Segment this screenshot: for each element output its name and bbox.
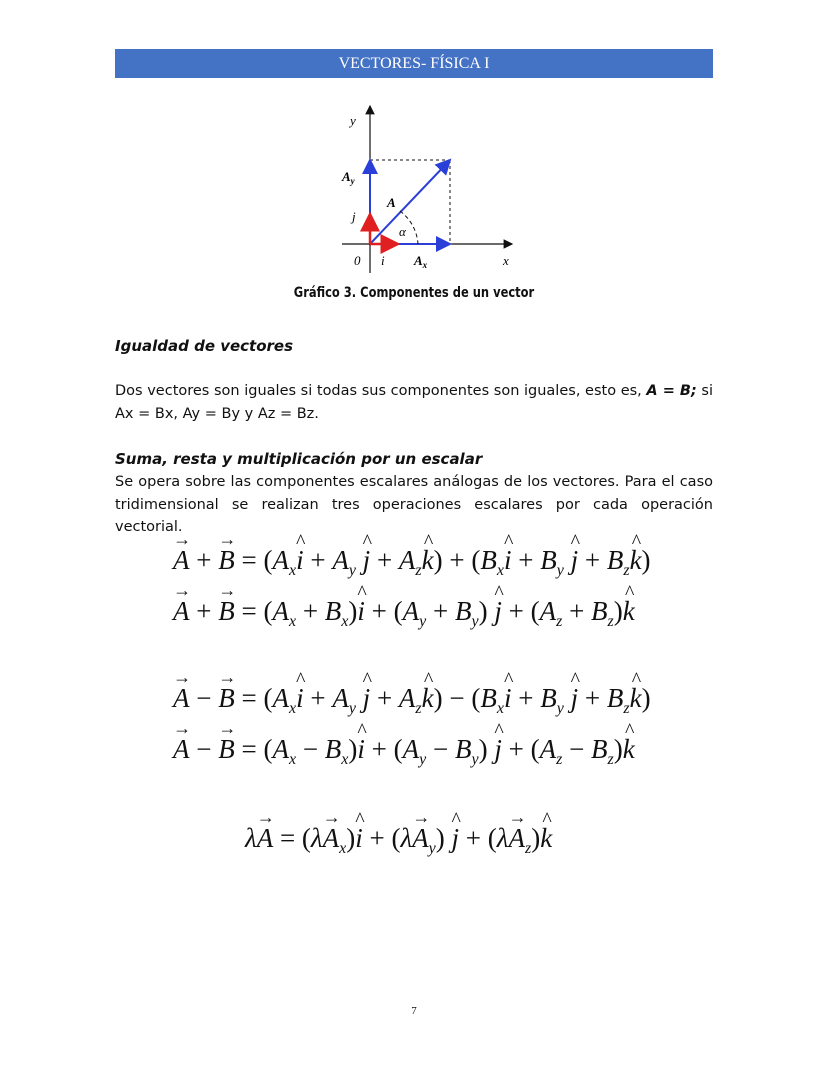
- equality-text-suffix: si Ax = Bx, Ay = By y Az = Bz.: [115, 383, 713, 422]
- equation-difference-expanded: → A − → $B = (A_x\^{}$ $i + A_y$ ^ $j + A_z\^{}$ $k) - (B_x\^{}$ $i + B_y$ ^ $j + B_z\^{}$ k): [173, 683, 828, 714]
- label-alpha: α: [399, 224, 406, 239]
- page-header: [115, 49, 713, 78]
- label-x: x: [503, 253, 509, 268]
- section-heading-operations: Suma, resta y multiplicación por un escalar: [115, 450, 483, 468]
- label-ay: $A_y$: [342, 169, 355, 186]
- equation-sum-grouped: → A + → $B = (A_x$ + $B_x)\^{}$ $i + (A_y + B_y)$ ^ $j + (A_z$ + $B_z)\^{}$ k: [173, 596, 828, 627]
- label-ax: $A_x$: [414, 253, 428, 270]
- label-y: y: [350, 113, 356, 128]
- label-origin: 0: [354, 253, 361, 268]
- equality-text-bold: A = B;: [646, 383, 697, 399]
- equation-sum-expanded: → A + → $B = (A_x\^{}$ $i + A_y$ ^ $j + A_z\^{}$ $k) + (B_x\^{}$ $i + B_y$ ^ $j + B_z\^{}$ k): [173, 545, 828, 576]
- label-j: j: [352, 209, 356, 224]
- operations-paragraph: Se opera sobre las componentes escalares análogas de los vectores. Para el caso tridimensional se realizan tres operaciones escalares por cada operación vectorial.: [115, 474, 713, 535]
- page-number: 7: [411, 1005, 417, 1017]
- equality-text-prefix: Dos vectores son iguales si todas sus componentes son iguales, esto es,: [115, 383, 647, 399]
- equation-scalar-multiplication: $\lambda\to A = (\lambda\to A_x)\^{}$ $i + (\lambda\to A_y)$ ^ $j + (\lambda\to A_z)\^{}$ k: [245, 823, 828, 854]
- label-i: i: [381, 253, 385, 268]
- equation-difference-grouped: → A − → $B = (A_x$ − $B_x)\^{}$ $i + (A_y - B_y)$ ^ $j + (A_z$ − $B_z)\^{}$ k: [173, 734, 828, 765]
- vector-components-figure: [330, 98, 530, 273]
- a-vector: [370, 160, 450, 244]
- figure-caption: Gráfico 3. Componentes de un vector: [293, 285, 535, 301]
- header-title: VECTORES- FÍSICA I: [338, 55, 490, 72]
- equality-paragraph: [115, 380, 713, 425]
- section-heading-equality: Igualdad de vectores: [115, 337, 294, 355]
- label-a: A: [387, 195, 396, 210]
